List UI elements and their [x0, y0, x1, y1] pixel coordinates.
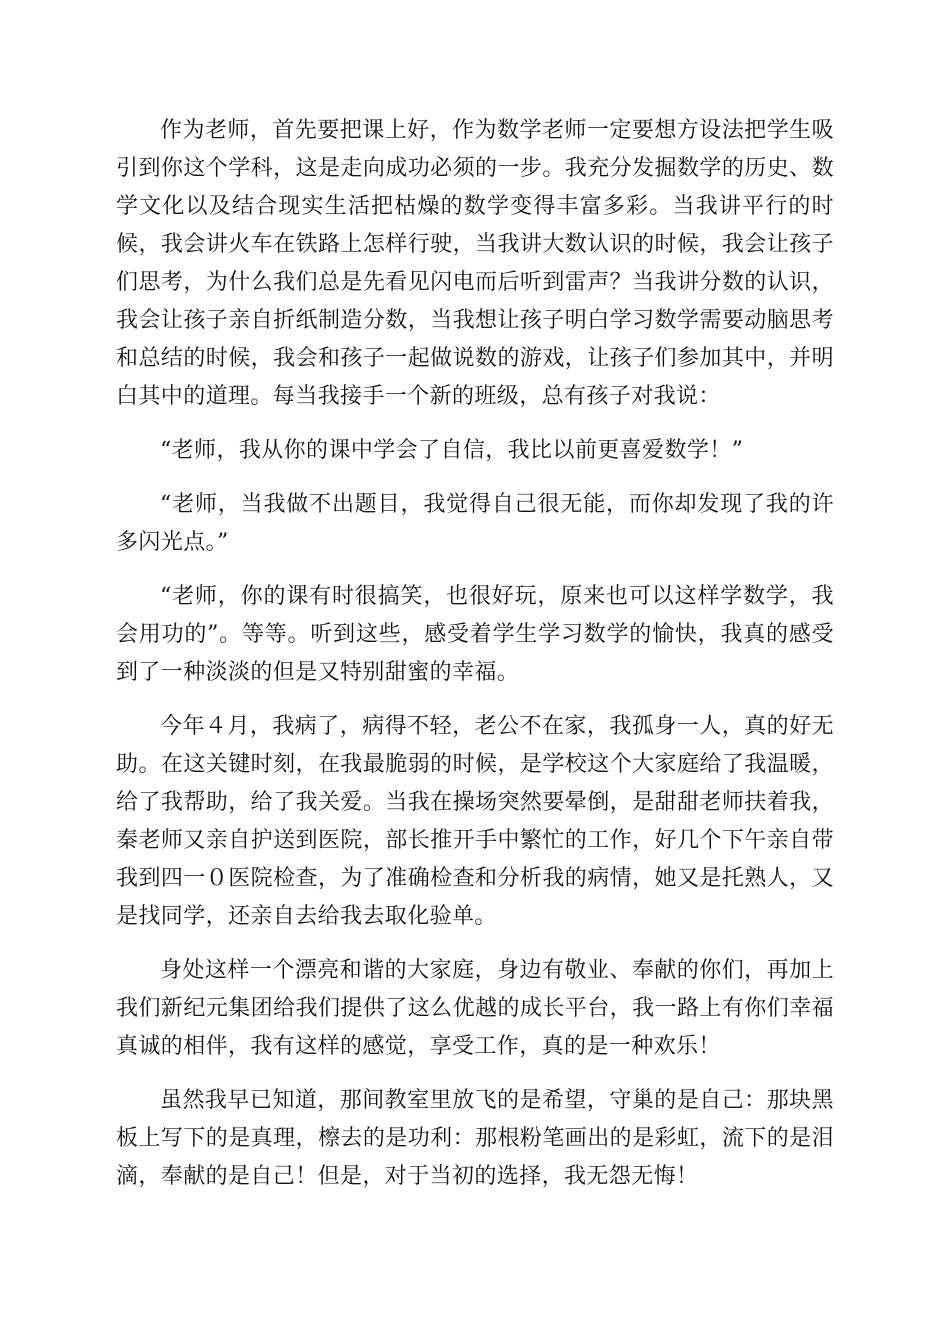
paragraph-teaching-approach: 作为老师，首先要把课上好，作为数学老师一定要想方设法把学生吸引到你这个学科，这是走向成功必须的一步。我充分发掘数学的历史、数学文化以及结合现实生活把枯燥的数学变得丰富多彩。当我讲平行的时候，我会讲火车在铁路上怎样行驶，当我讲大数认识的时候，我会让孩子们思考，为什么我们总是先看见闪电而后听到雷声？当我讲分数的认识，我会让孩子亲自折纸制造分数，当我想让孩子明白学习数学需要动脑思考和总结的时候，我会和孩子一起做说数的游戏，让孩子们参加其中，并明白其中的道理。每当我接手一个新的班级，总有孩子对我说：	[116, 118, 834, 409]
document-body	[116, 112, 834, 1212]
paragraph-school-family: 身处这样一个漂亮和谐的大家庭，身边有敬业、奉献的你们，再加上我们新纪元集团给我们提供了这么优越的成长平台，我一路上有你们幸福真诚的相伴，我有这样的感觉，享受工作，真的是一种欢乐！	[116, 958, 834, 1059]
paragraph-student-quote-confidence: “老师，我从你的课中学会了自信，我比以前更喜爱数学！”	[160, 438, 744, 463]
paragraph-no-regrets: 虽然我早已知道，那间教室里放飞的是希望，守巢的是自己：那块黑板上写下的是真理，檫去的是功利：那根粉笔画出的是彩虹，流下的是泪滴，奉献的是自己！但是，对于当初的选择，我无怨无悔！	[116, 1088, 834, 1189]
paragraph-student-quote-highlights: “老师，当我做不出题目，我觉得自己很无能，而你却发现了我的许多闪光点。”	[116, 492, 834, 555]
paragraph-student-quote-fun: “老师，你的课有时很搞笑，也很好玩，原来也可以这样学数学，我会用功的”。等等。听到这些，感受着学生学习数学的愉快，我真的感受到了一种淡淡的但是又特别甜蜜的幸福。	[116, 584, 834, 685]
paragraph-illness-support: 今年４月，我病了，病得不轻，老公不在家，我孤身一人，真的好无助。在这关键时刻，在我最脆弱的时候，是学校这个大家庭给了我温暖，给了我帮助，给了我关爱。当我在操场突然要晕倒，是甜甜老师扶着我，秦老师又亲自护送到医院，部长推开手中繁忙的工作，好几个下午亲自带我到四一０医院检查，为了准确检查和分析我的病情，她又是托熟人，又是找同学，还亲自去给我去取化验单。	[116, 714, 834, 929]
